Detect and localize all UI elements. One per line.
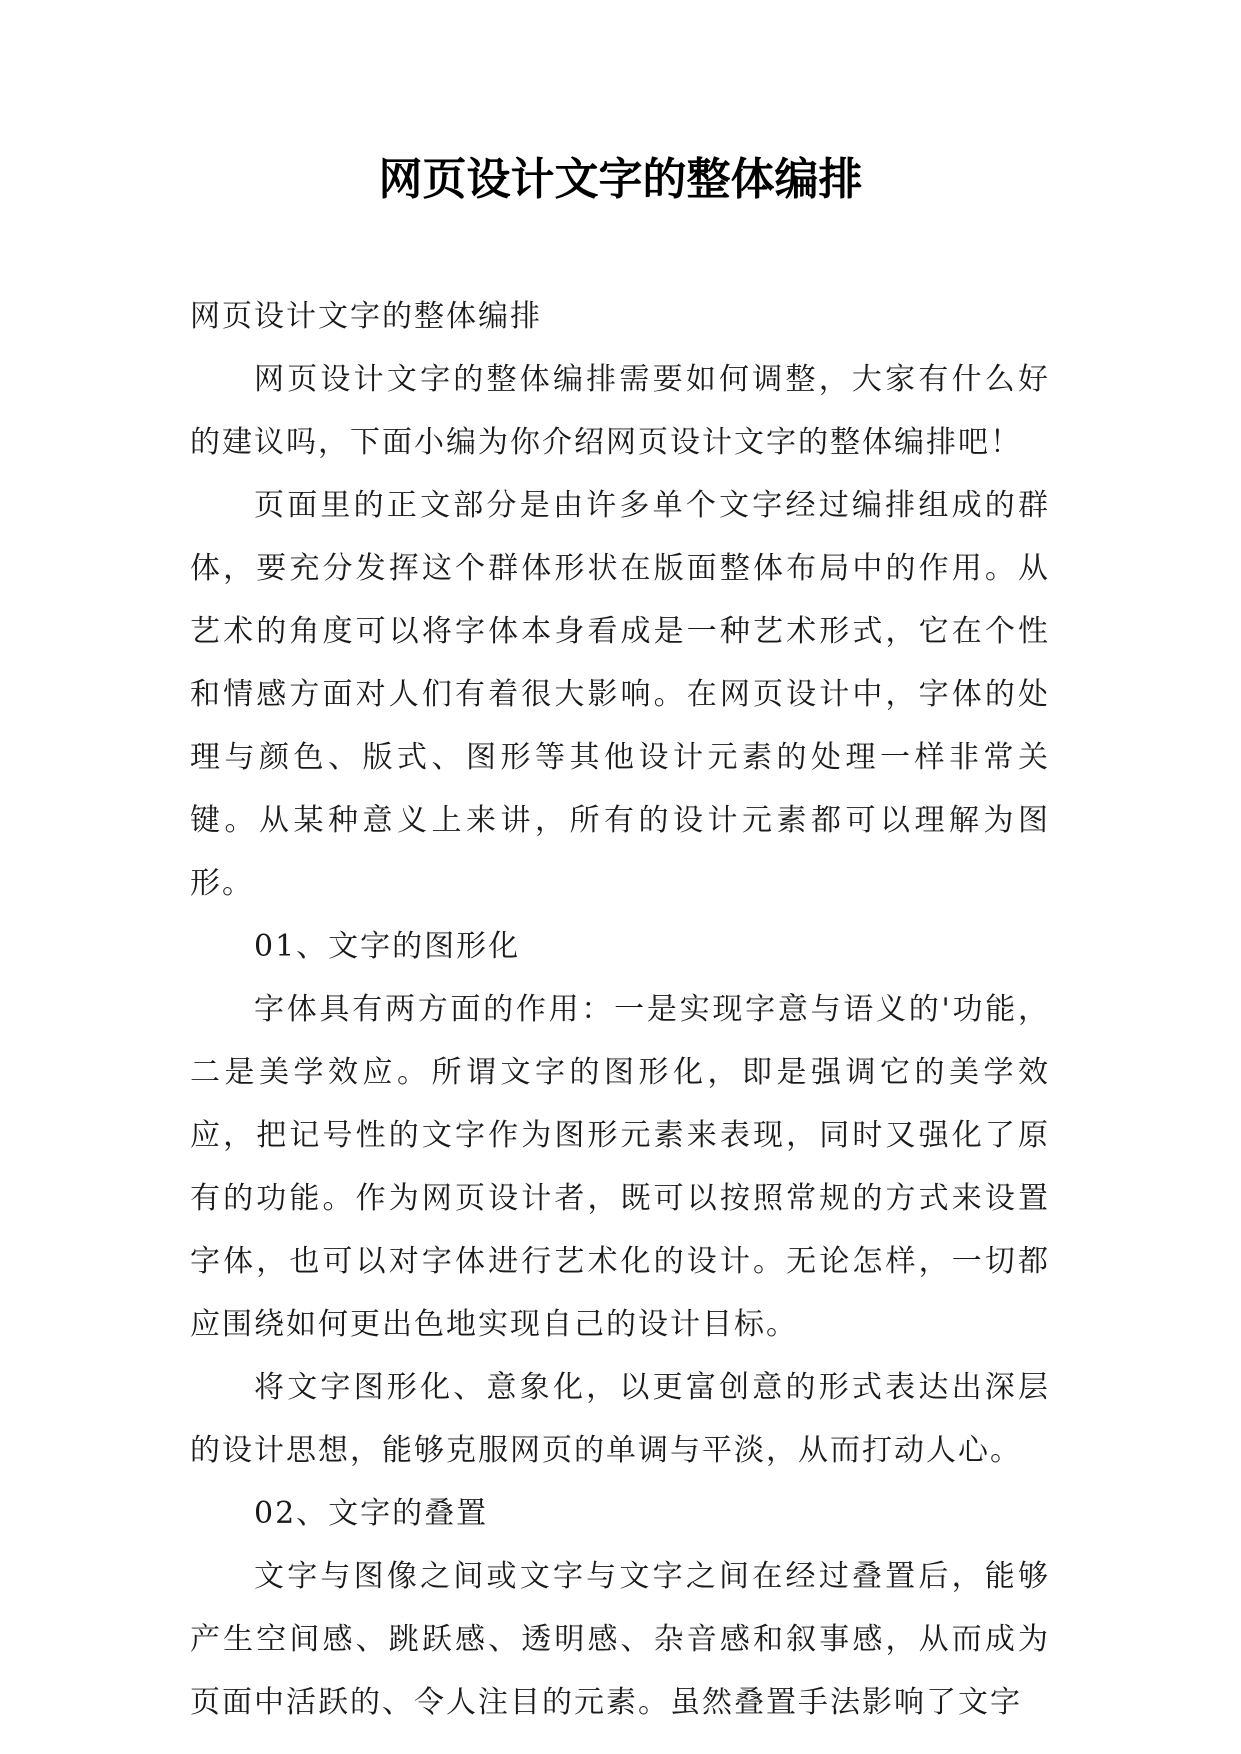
document-title: 网页设计文字的整体编排 bbox=[378, 154, 863, 205]
body-paragraph: 页面里的正文部分是由许多单个文字经过编排组成的群体，要充分发挥这个群体形状在版面整体布局中的作用。从艺术的角度可以将字体本身看成是一种艺术形式，它在个性和情感方面对人们有着很大影响。在网页设计中，字体的处理与颜色、版式、图形等其他设计元素的处理一样非常关键。从某种意义上来讲，所有的设计元素都可以理解为图形。 bbox=[190, 488, 1050, 901]
section-heading: 02、文字的叠置 bbox=[254, 1496, 489, 1531]
body-paragraph: 将文字图形化、意象化，以更富创意的形式表达出深层的设计思想，能够克服网页的单调与平淡，从而打动人心。 bbox=[190, 1370, 1050, 1468]
document-body bbox=[190, 285, 1050, 1734]
body-paragraph: 字体具有两方面的作用：一是实现字意与语义的'功能，二是美学效应。所谓文字的图形化，即是强调它的美学效应，把记号性的文字作为图形元素来表现，同时又强化了原有的功能。作为网页设计者，既可以按照常规的方式来设置字体，也可以对字体进行艺术化的设计。无论怎样，一切都应围绕如何更出色地实现自己的设计目标。 bbox=[190, 992, 1050, 1342]
section-heading: 01、文字的图形化 bbox=[254, 929, 521, 964]
intro-paragraph: 网页设计文字的整体编排需要如何调整，大家有什么好的建议吗，下面小编为你介绍网页设计文字的整体编排吧！ bbox=[190, 362, 1050, 460]
subtitle-paragraph: 网页设计文字的整体编排 bbox=[190, 299, 542, 334]
body-paragraph: 文字与图像之间或文字与文字之间在经过叠置后，能够产生空间感、跳跃感、透明感、杂音感和叙事感，从而成为页面中活跃的、令人注目的元素。虽然叠置手法影响了文字 bbox=[190, 1559, 1050, 1720]
